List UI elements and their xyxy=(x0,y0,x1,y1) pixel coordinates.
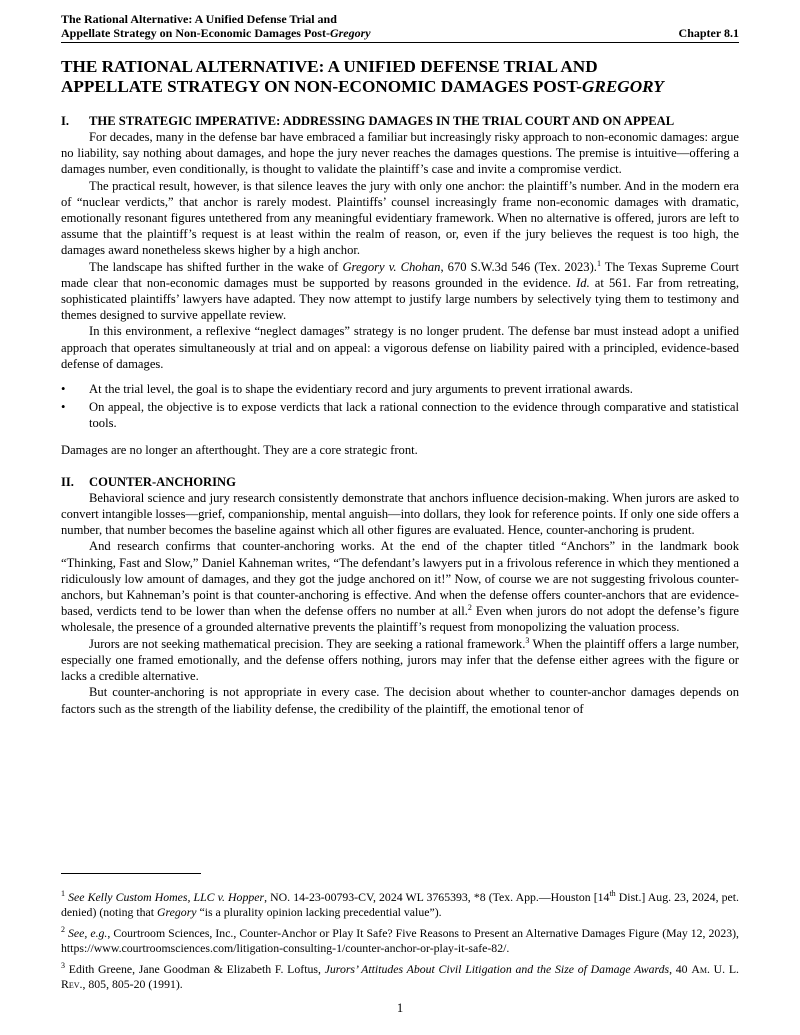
footnote-ref-3: 3 xyxy=(525,635,530,645)
footnote-2: $^2$ See, e.g., Courtroom Sciences, Inc., Counter-Anchor or Play It Safe? Five Reasons to Present an Alternative Damages Figure (May 12, 2023), https://www.courtroomsciences.com/litigation-consulting-1/counter-anchor-or-play-it-safe-82/. xyxy=(61,925,739,955)
list-item: • At the trial level, the goal is to shape the evidentiary record and jury arguments to prevent irrational awards. xyxy=(61,382,633,397)
title-line1: THE RATIONAL ALTERNATIVE: A UNIFIED DEFENSE TRIAL AND xyxy=(61,57,598,76)
strategy-bullet-list xyxy=(61,381,739,432)
running-header-line2: Appellate Strategy on Non-Economic Damages Post-Gregory xyxy=(61,26,371,40)
footnote-ref-1: 1 xyxy=(596,258,601,268)
footnote-ref-2: 2 xyxy=(467,603,472,613)
section-2-paragraph-1: Behavioral science and jury research consistently demonstrate that anchors influence decision-making. When jurors are asked to convert intangible losses—grief, companionship, mental anguish—into dollars, they look for reference points. If only one side offers a number, that number becomes the baseline against which all other figures are evaluated. Hence, counter-anchoring is prudent. xyxy=(61,490,739,538)
section-1-paragraph-2: The practical result, however, is that silence leaves the jury with only one anchor: the plaintiff’s number. And in the modern era of “nuclear verdicts,” that anchor is rarely modest. Plaintiffs’ counsel increasingly frame non-economic damages with dramatic, emotionally resonant figures untethered from any meaningful evidentiary framework. When no alternative is offered, jurors are left to assume that the plaintiff’s request is at least within the realm of reason, or, even if the jury believes the request is too high, the damages award nonetheless skews higher by a high anchor. xyxy=(61,178,739,258)
chapter-label: Chapter 8.1 xyxy=(678,26,739,40)
section-2-heading: II. COUNTER-ANCHORING xyxy=(61,474,236,489)
section-1-paragraph-4: In this environment, a reflexive “neglect damages” strategy is no longer prudent. The defense bar must instead adopt a unified approach that operates simultaneously at trial and on appeal: a vigorous defense on liability paired with a principled, evidence-based defense of damages. xyxy=(61,324,739,371)
footnote-divider xyxy=(61,873,201,874)
section-2-paragraph-2: And research confirms that counter-anchoring works. At the end of the chapter titled “Anchors” in the landmark book “Thinking, Fast and Slow,” Daniel Kahneman writes, “The defendant’s lawyers put in a frivolous reference in which they mentioned a ridiculously low amount of damages, and they got the judge anchored on it!” Now, of course we are not suggesting frivolous counter-anchors, but Kahneman’s point is that counter-anchoring is effective. And when the defense offers counter-anchors that are evidence-based, verdicts tend to be lower than when the defense offers no number at all.$^2$ Even when jurors do not adopt the defense’s figure wholesale, the presence of a grounded alternative prevents the plaintiff’s request from monopolizing the valuation process. xyxy=(61,539,739,635)
list-item: • On appeal, the objective is to expose verdicts that lack a rational connection to the evidence through comparative and statistical tools. xyxy=(61,400,739,431)
running-header xyxy=(61,12,739,43)
title-line2: APPELLATE STRATEGY ON NON-ECONOMIC DAMAGES POST-GREGORY xyxy=(61,77,664,96)
page xyxy=(61,12,739,717)
page-title xyxy=(61,57,739,97)
footnotes xyxy=(61,873,739,992)
page-number: 1 xyxy=(396,1001,404,1015)
running-header-line1: The Rational Alternative: A Unified Defense Trial and xyxy=(61,12,337,26)
section-2-paragraph-4: But counter-anchoring is not appropriate in every case. The decision about whether to counter-anchor damages depends on factors such as the strength of the liability defense, the credibility of the plaintiff, the emotional tenor of xyxy=(61,685,739,716)
section-1-paragraph-3: The landscape has shifted further in the wake of Gregory v. Chohan, 670 S.W.3d 546 (Tex. 2023).$^1$ The Texas Supreme Court made clear that non-economic damages must be supported by reasons grounded in the evidence. Id. at 561. Far from retreating, sophisticated plaintiffs’ lawyers have adapted. They now attempt to justify large numbers by selectively tying them to testimony and themes designed to survive appellate review. xyxy=(61,258,739,323)
section-2-paragraph-3: Jurors are not seeking mathematical precision. They are seeking a rational framework.$^3$ When the plaintiff offers a large number, especially one framed emotionally, and the defense offers nothing, jurors may infer that the defense either agrees with the figure or lacks a credible alternative. xyxy=(61,635,739,684)
footnote-1: $^1$ See Kelly Custom Homes, LLC v. Hopper, NO. 14-23-00793-CV, 2024 WL 3765393, *8 (Tex. App.—Houston [14th Dist.] Aug. 23, 2024, pet. denied) (noting that Gregory “is a plurality opinion lacking precedential value”). xyxy=(61,889,739,919)
section-1-heading: I. THE STRATEGIC IMPERATIVE: ADDRESSING DAMAGES IN THE TRIAL COURT AND ON APPEAL xyxy=(61,114,675,128)
section-1-paragraph-1: For decades, many in the defense bar have embraced a familiar but increasingly risky approach to non-economic damages: argue no liability, say nothing about damages, and hope the jury never reaches the damages questions. The premise is intuitive—offering a damages number, even conditionally, is thought to validate the plaintiff’s case and invite a compromise verdict. xyxy=(61,130,739,177)
section-1-closing: Damages are no longer an afterthought. They are a core strategic front. xyxy=(61,442,418,457)
footnote-3: $^3$ Edith Greene, Jane Goodman & Elizabeth F. Loftus, Jurors’ Attitudes About Civil Litigation and the Size of Damage Awards, 40 Am. U. L. Rev., 805, 805-20 (1991). xyxy=(61,961,739,991)
